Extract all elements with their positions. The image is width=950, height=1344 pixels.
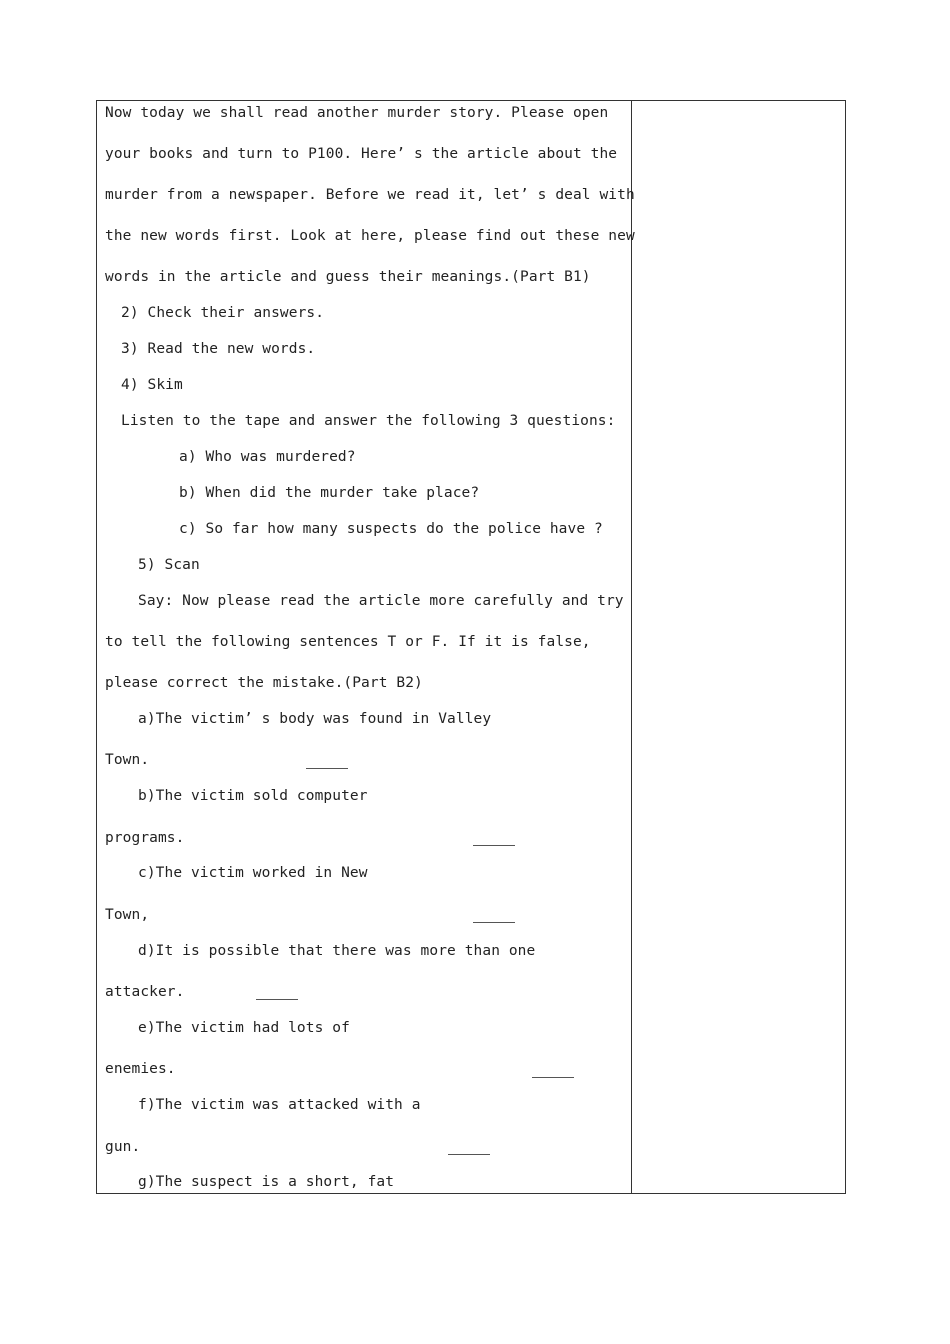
question-item: a) Who was murdered? [179, 449, 356, 465]
statement-item: f)The victim was attacked with a [138, 1097, 421, 1113]
answer-blank [473, 845, 515, 846]
question-item: c) So far how many suspects do the police have ? [179, 521, 603, 537]
step-item: 4) Skim [121, 377, 183, 393]
text-line: words in the article and guess their meanings.(Part B1) [105, 269, 591, 285]
column-divider [631, 100, 632, 1194]
answer-blank [256, 999, 298, 1000]
statement-item: b)The victim sold computer [138, 788, 368, 804]
text-line: the new words first. Look at here, please find out these new [105, 228, 635, 244]
statement-item-continued: programs. [105, 830, 185, 846]
instruction-line: please correct the mistake.(Part B2) [105, 675, 423, 691]
instruction-line: Listen to the tape and answer the following 3 questions: [121, 413, 616, 429]
statement-item-continued: gun. [105, 1139, 141, 1155]
answer-blank [532, 1077, 574, 1078]
answer-blank [473, 922, 515, 923]
step-item: 5) Scan [138, 557, 200, 573]
statement-item-continued: enemies. [105, 1061, 176, 1077]
statement-item: e)The victim had lots of [138, 1020, 350, 1036]
statement-item-continued: attacker. [105, 984, 185, 1000]
step-item: 3) Read the new words. [121, 341, 316, 357]
text-line: Now today we shall read another murder story. Please open [105, 105, 609, 121]
text-line: murder from a newspaper. Before we read it, let’ s deal with [105, 187, 635, 203]
text-line: your books and turn to P100. Here’ s the article about the [105, 146, 618, 162]
step-item: 2) Check their answers. [121, 305, 325, 321]
notes-cell [640, 105, 835, 125]
answer-blank [448, 1154, 490, 1155]
statement-item: a)The victim’ s body was found in Valley [138, 711, 492, 727]
statement-item: c)The victim worked in New [138, 865, 368, 881]
statement-item-continued: Town, [105, 907, 150, 923]
instruction-line: to tell the following sentences T or F. If it is false, [105, 634, 591, 650]
statement-item: d)It is possible that there was more than one [138, 943, 536, 959]
question-item: b) When did the murder take place? [179, 485, 480, 501]
statement-item-continued: Town. [105, 752, 150, 768]
statement-item: g)The suspect is a short, fat [138, 1174, 395, 1190]
instruction-line: Say: Now please read the article more carefully and try [138, 593, 624, 609]
answer-blank [306, 768, 348, 769]
